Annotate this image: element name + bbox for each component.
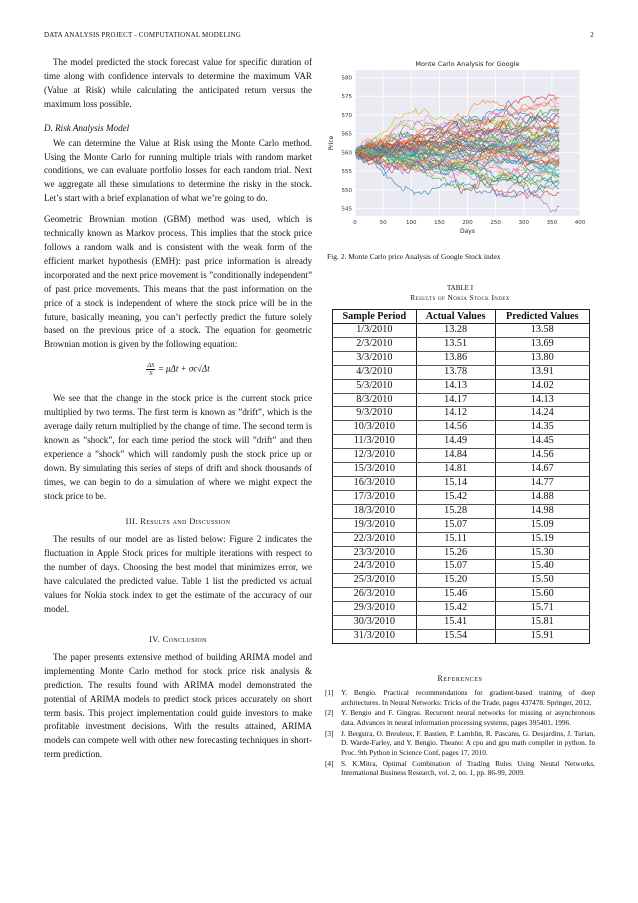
paragraph-monte-carlo: We can determine the Value at Risk using the Monte Carlo method. Using the Monte Carlo for running multiple trials with random market conditions, we can evaluate portfolio losses for each random trial. Next we aggregate all these simulations to determine the risky in the stock. Let’s start with a brief explanation of what we’re going to do. xyxy=(44,137,312,204)
reference-text: J. Bergstra, O. Breuleux, F. Bastien, P. Lamblin, R. Pascanu, G. Desjardins, J. Turian, D. Warde-Farley, and Y. Bengio. Theano: A cpu and gpu math compiler in python. In Proc. 9th Python in Science Conf, pages 17, 2010. xyxy=(341,728,595,758)
actual-value-cell: 15.42 xyxy=(416,602,495,616)
table-row xyxy=(333,324,590,338)
y-tick-label: 555 xyxy=(341,169,352,176)
sample-period-cell: 3/3/2010 xyxy=(333,351,417,365)
table-row xyxy=(333,351,590,365)
references-heading: References xyxy=(437,673,483,683)
table-row xyxy=(333,490,590,504)
table-row xyxy=(333,449,590,463)
actual-value-cell: 14.49 xyxy=(416,435,495,449)
section-results-title: Results and Discussion xyxy=(140,517,231,527)
predicted-value-cell: 14.88 xyxy=(495,490,589,504)
actual-value-cell: 15.20 xyxy=(416,574,495,588)
reference-text: Y. Bengio and F. Gingras. Recurrent neural networks for missing or asynchronous data. Advances in neural information processing systems, pages 395401, 1996. xyxy=(341,708,595,727)
table-row xyxy=(333,532,590,546)
sample-period-cell: 1/3/2010 xyxy=(333,324,417,338)
table-row xyxy=(333,588,590,602)
table-row xyxy=(333,546,590,560)
sample-period-cell: 2/3/2010 xyxy=(333,337,417,351)
actual-value-cell: 14.81 xyxy=(416,463,495,477)
actual-value-cell: 14.13 xyxy=(416,379,495,393)
x-tick-label: 150 xyxy=(434,220,445,226)
predicted-value-cell: 14.45 xyxy=(495,435,589,449)
sample-period-cell: 16/3/2010 xyxy=(333,476,417,490)
table-row xyxy=(333,337,590,351)
sample-period-cell: 19/3/2010 xyxy=(333,518,417,532)
actual-value-cell: 13.78 xyxy=(416,365,495,379)
actual-value-cell: 15.07 xyxy=(416,560,495,574)
table-row xyxy=(333,602,590,616)
predicted-value-cell: 15.60 xyxy=(495,588,589,602)
actual-value-cell: 15.46 xyxy=(416,588,495,602)
header-predicted-values: Predicted Values xyxy=(495,310,589,324)
section-conclusion-number: IV. xyxy=(149,634,161,644)
sample-period-cell: 18/3/2010 xyxy=(333,504,417,518)
header-sample-period: Sample Period xyxy=(333,310,417,324)
predicted-value-cell: 15.40 xyxy=(495,560,589,574)
results-table xyxy=(332,309,590,644)
x-tick-label: 400 xyxy=(574,220,586,226)
sample-period-cell: 24/3/2010 xyxy=(333,560,417,574)
reference-text: S. K.Mitra, Optimal Combination of Trading Rules Using Neutal Networks, International Business Research, vol. 2, no. 1, pp. 86-99, 2009. xyxy=(341,758,595,778)
table-row xyxy=(333,574,590,588)
paragraph-drift-shock: We see that the change in the stock price is the current stock price multiplied by two terms. The first term is known as ”drift”, which is the average daily return multiplied by the change of time. The second term is known as ”shock”, for each time period the stock will ”drift” and then experience a ”shock” which will randomly push the stock price up or down. By simulating this series of steps of drift and shock thousands of times, we can begin to do a simulation of where we might expect the stock price to be. xyxy=(44,393,312,501)
y-tick-label: 580 xyxy=(341,75,352,82)
y-axis-label: Price xyxy=(328,135,335,151)
predicted-value-cell: 15.81 xyxy=(495,616,589,630)
sample-period-cell: 8/3/2010 xyxy=(333,393,417,407)
predicted-value-cell: 15.30 xyxy=(495,546,589,560)
table-row xyxy=(333,560,590,574)
paragraph-conclusion: The paper presents extensive method of building ARIMA model and implementing Monte Carlo method for stock price risk analysis & prediction. The results found with ARIMA model demonstrated the potential of ARIMA models to predict stock prices accurately on short term basis. This project implementation could guide investors to make profitable investment decisions. With the results attained, ARIMA models can compete well with other new forecasting techniques in short-term prediction. xyxy=(44,651,312,760)
y-tick-label: 575 xyxy=(341,94,352,101)
actual-value-cell: 15.14 xyxy=(416,476,495,490)
x-tick-label: 350 xyxy=(546,220,558,226)
actual-value-cell: 14.17 xyxy=(416,393,495,407)
sample-period-cell: 29/3/2010 xyxy=(333,602,417,616)
predicted-value-cell: 15.19 xyxy=(495,532,589,546)
y-tick-label: 550 xyxy=(341,187,352,194)
predicted-value-cell: 15.50 xyxy=(495,574,589,588)
paragraph-model-prediction: The model predicted the stock forecast value for specific duration of time along with confidence intervals to determine the maximum VAR (Value at Risk) while calculating the anticipated return versus the maximum loss possible. xyxy=(44,57,312,109)
section-conclusion-heading xyxy=(44,635,312,644)
table-row xyxy=(333,365,590,379)
gbm-equation xyxy=(44,362,312,382)
predicted-value-cell: 13.80 xyxy=(495,351,589,365)
table-row xyxy=(333,421,590,435)
running-title: DATA ANALYSIS PROJECT - COMPUTATIONAL MODELING xyxy=(44,31,241,39)
sample-period-cell: 9/3/2010 xyxy=(333,407,417,421)
reference-item xyxy=(325,729,595,758)
y-tick-label: 565 xyxy=(341,131,352,138)
sample-period-cell: 17/3/2010 xyxy=(333,490,417,504)
subsection-risk-analysis-heading: D. Risk Analysis Model xyxy=(44,122,130,133)
paragraph-results: The results of our model are as listed below: Figure 2 indicates the fluctuation in Apple Stock prices for multiple iterations with respect to the number of days. Choosing the best model that minimizes error, we have calculated the predicted value. Table 1 list the predicted vs actual values for Nokia stock index to get the estimate of the accuracy of our model. xyxy=(44,534,312,614)
predicted-value-cell: 14.13 xyxy=(495,393,589,407)
table-row xyxy=(333,435,590,449)
equation-denominator: S xyxy=(149,370,153,378)
reference-item xyxy=(325,688,595,707)
sample-period-cell: 12/3/2010 xyxy=(333,449,417,463)
actual-value-cell: 14.12 xyxy=(416,407,495,421)
actual-value-cell: 15.28 xyxy=(416,504,495,518)
predicted-value-cell: 13.69 xyxy=(495,337,589,351)
predicted-value-cell: 14.35 xyxy=(495,421,589,435)
predicted-value-cell: 13.91 xyxy=(495,365,589,379)
section-conclusion-title: Conclusion xyxy=(162,634,207,644)
table-title: Results of Nokia Stock Index xyxy=(410,293,510,302)
actual-value-cell: 15.26 xyxy=(416,546,495,560)
monte-carlo-chart xyxy=(325,56,595,246)
reference-number: [2] xyxy=(325,708,334,718)
predicted-value-cell: 14.02 xyxy=(495,379,589,393)
sample-period-cell: 5/3/2010 xyxy=(333,379,417,393)
sample-period-cell: 11/3/2010 xyxy=(333,435,417,449)
reference-text: Y. Bengio. Practical recommendations for gradient-based training of deep architectures. In Neural Networks: Tricks of the Trade, pages 437478. Springer, 2012. xyxy=(341,687,595,707)
x-tick-label: 250 xyxy=(490,220,501,226)
x-tick-label: 300 xyxy=(518,220,529,226)
actual-value-cell: 13.28 xyxy=(416,324,495,338)
header-actual-values: Actual Values xyxy=(416,310,495,324)
reference-number: [3] xyxy=(325,728,334,738)
sample-period-cell: 15/3/2010 xyxy=(333,463,417,477)
actual-value-cell: 15.54 xyxy=(416,629,495,643)
table-row xyxy=(333,393,590,407)
predicted-value-cell: 14.98 xyxy=(495,504,589,518)
right-column xyxy=(325,56,595,779)
sample-period-cell: 22/3/2010 xyxy=(333,532,417,546)
equation-numerator: ΔS xyxy=(147,362,155,370)
reference-item xyxy=(325,759,595,778)
section-results-number: III. xyxy=(125,517,138,527)
y-tick-label: 545 xyxy=(341,206,352,213)
sample-period-cell: 30/3/2010 xyxy=(333,616,417,630)
reference-number: [4] xyxy=(325,758,334,768)
table-header-row xyxy=(333,310,590,324)
predicted-value-cell: 14.56 xyxy=(495,449,589,463)
table-row xyxy=(333,379,590,393)
x-tick-label: 100 xyxy=(406,220,417,226)
equation-rhs: = μΔt + σϵ√Δt xyxy=(157,363,210,374)
equation-fraction xyxy=(146,362,155,377)
predicted-value-cell: 15.09 xyxy=(495,518,589,532)
actual-value-cell: 15.11 xyxy=(416,532,495,546)
table-caption xyxy=(325,283,595,303)
figure-caption: Fig. 2. Monte Carlo price Analysis of Google Stock index xyxy=(327,252,501,261)
table-row xyxy=(333,407,590,421)
left-column xyxy=(44,56,312,762)
predicted-value-cell: 14.77 xyxy=(495,476,589,490)
x-axis-label: Days xyxy=(460,228,475,235)
reference-item xyxy=(325,708,595,727)
x-tick-label: 0 xyxy=(353,220,357,226)
actual-value-cell: 13.51 xyxy=(416,337,495,351)
actual-value-cell: 15.41 xyxy=(416,616,495,630)
section-results-heading xyxy=(44,517,312,526)
table-row xyxy=(333,463,590,477)
table-label: TABLE I xyxy=(446,284,474,292)
y-tick-label: 560 xyxy=(341,150,352,157)
sample-period-cell: 4/3/2010 xyxy=(333,365,417,379)
actual-value-cell: 13.86 xyxy=(416,351,495,365)
predicted-value-cell: 14.24 xyxy=(495,407,589,421)
sample-period-cell: 25/3/2010 xyxy=(333,574,417,588)
table-row xyxy=(333,504,590,518)
actual-value-cell: 14.84 xyxy=(416,449,495,463)
sample-period-cell: 23/3/2010 xyxy=(333,546,417,560)
table-row xyxy=(333,616,590,630)
x-tick-label: 200 xyxy=(462,220,473,226)
sample-period-cell: 10/3/2010 xyxy=(333,421,417,435)
predicted-value-cell: 13.58 xyxy=(495,324,589,338)
reference-list xyxy=(325,688,595,778)
chart-title: Monte Carlo Analysis for Google xyxy=(415,60,520,68)
predicted-value-cell: 15.71 xyxy=(495,602,589,616)
table-body xyxy=(333,324,590,644)
x-tick-label: 50 xyxy=(379,220,387,226)
actual-value-cell: 15.07 xyxy=(416,518,495,532)
page-number: 2 xyxy=(590,31,594,39)
actual-value-cell: 14.56 xyxy=(416,421,495,435)
y-tick-label: 570 xyxy=(341,112,352,119)
predicted-value-cell: 15.91 xyxy=(495,629,589,643)
paragraph-gbm: Geometric Brownian motion (GBM) method was used, which is technically known as Markov process. This implies that the stock price follows a random walk and is consistent with the weak form of the efficient market hypothesis (EMH): past price information is already incorporated and the next price movement is ”conditionally independent” of past price movements. This means that the past information on the price of a stock is independent of where the stock price will be in the future, basically meaning, you can’t perfectly predict the future solely based on the previous price of a stock. The equation for geometric Brownian motion is given by the following equation: xyxy=(44,214,312,350)
running-header xyxy=(44,31,594,39)
table-row xyxy=(333,476,590,490)
sample-period-cell: 26/3/2010 xyxy=(333,588,417,602)
actual-value-cell: 15.42 xyxy=(416,490,495,504)
table-row xyxy=(333,629,590,643)
predicted-value-cell: 14.67 xyxy=(495,463,589,477)
table-row xyxy=(333,518,590,532)
sample-period-cell: 31/3/2010 xyxy=(333,629,417,643)
monte-carlo-figure xyxy=(325,56,595,246)
reference-number: [1] xyxy=(325,687,334,697)
